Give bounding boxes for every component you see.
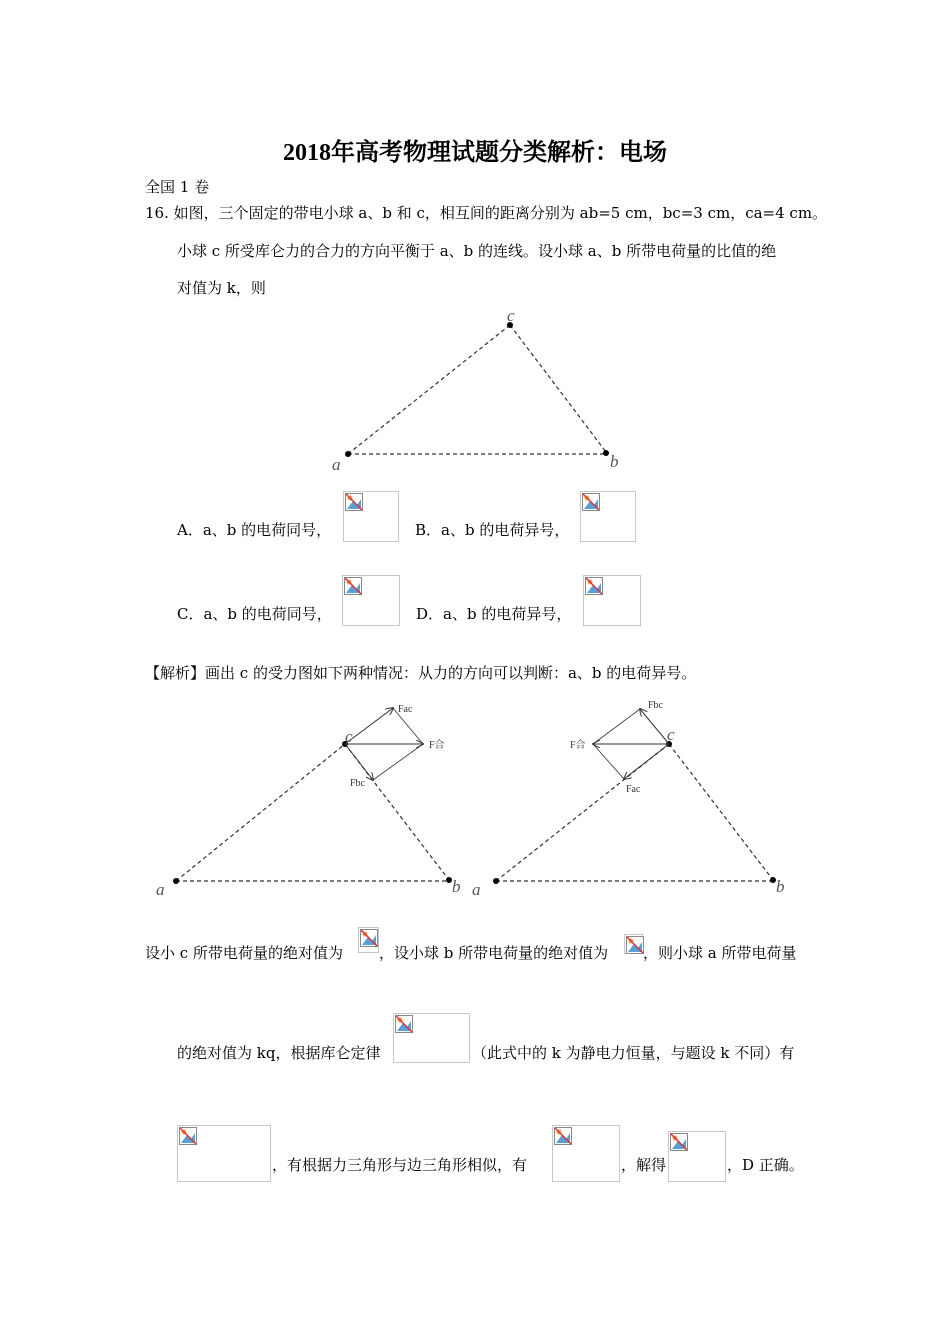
broken-image-icon bbox=[585, 577, 603, 595]
broken-image-icon bbox=[360, 929, 378, 947]
force-diagrams bbox=[140, 690, 820, 905]
question-line-3: 对值为 k，则 bbox=[177, 279, 266, 297]
option-b-formula-image bbox=[580, 491, 636, 542]
option-d-formula-image bbox=[583, 575, 641, 626]
svg-text:a: a bbox=[156, 880, 165, 899]
svg-text:F合: F合 bbox=[570, 740, 586, 751]
question-line-2: 小球 c 所受库仑力的合力的方向平衡于 a、b 的连线。设小球 a、b 所带电荷量的比值的绝 bbox=[177, 242, 777, 260]
body-p2-a: 的绝对值为 kq，根据库仑定律 bbox=[177, 1044, 381, 1062]
triangle-figure bbox=[320, 300, 640, 480]
broken-image-icon bbox=[345, 493, 363, 511]
q-formula-image bbox=[358, 927, 379, 953]
svg-text:b: b bbox=[776, 877, 785, 896]
similarity-formula-image bbox=[552, 1125, 620, 1182]
force-formula-image bbox=[177, 1125, 271, 1182]
page-title: 2018年高考物理试题分类解析：电场 bbox=[283, 140, 667, 166]
broken-image-icon bbox=[582, 493, 600, 511]
body-p2-b: （此式中的 k 为静电力恒量，与题设 k 不同）有 bbox=[472, 1044, 795, 1062]
left-force-diagram bbox=[156, 704, 461, 899]
body-p3-a: ，有根据力三角形与边三角形相似，有 bbox=[272, 1156, 528, 1174]
svg-text:c: c bbox=[345, 727, 353, 746]
svg-text:Fac: Fac bbox=[398, 704, 413, 715]
broken-image-icon bbox=[395, 1015, 413, 1033]
label-b: b bbox=[610, 452, 619, 471]
broken-image-icon bbox=[626, 936, 644, 954]
section-label: 全国 1 卷 bbox=[145, 178, 210, 196]
label-a: a bbox=[332, 455, 341, 474]
right-force-diagram bbox=[472, 700, 785, 899]
body-p1-c: ，则小球 a 所带电荷量 bbox=[643, 944, 797, 962]
question-line-1: 16. 如图，三个固定的带电小球 a、b 和 c，相互间的距离分别为 ab=5 cm，bc=3 cm，ca=4 cm。 bbox=[145, 204, 828, 222]
point-a bbox=[345, 451, 351, 457]
svg-text:c: c bbox=[667, 725, 675, 744]
svg-text:Fac: Fac bbox=[626, 784, 641, 795]
body-p1-b: ，设小球 b 所带电荷量的绝对值为 bbox=[379, 944, 609, 962]
svg-text:F合: F合 bbox=[429, 740, 445, 751]
option-b: B．a、b 的电荷异号， bbox=[415, 521, 570, 539]
option-a: A．a、b 的电荷同号， bbox=[177, 521, 332, 539]
svg-text:a: a bbox=[472, 880, 481, 899]
label-c: c bbox=[507, 306, 515, 325]
broken-image-icon bbox=[344, 577, 362, 595]
option-c-formula-image bbox=[342, 575, 400, 626]
svg-text:Fbc: Fbc bbox=[648, 700, 663, 711]
point-b bbox=[603, 450, 609, 456]
result-formula-image bbox=[668, 1131, 726, 1182]
broken-image-icon bbox=[554, 1127, 572, 1145]
option-d: D．a、b 的电荷异号， bbox=[416, 605, 572, 623]
option-c: C．a、b 的电荷同号， bbox=[177, 605, 332, 623]
body-p3-b: ，解得 bbox=[621, 1156, 667, 1174]
broken-image-icon bbox=[670, 1133, 688, 1151]
option-a-formula-image bbox=[343, 491, 399, 542]
body-p3-c: ，D 正确。 bbox=[727, 1156, 804, 1174]
broken-image-icon bbox=[179, 1127, 197, 1145]
svg-text:b: b bbox=[452, 877, 461, 896]
analysis-text: 【解析】画出 c 的受力图如下两种情况：从力的方向可以判断：a、b 的电荷异号。 bbox=[145, 664, 697, 682]
qb-formula-image bbox=[624, 934, 643, 954]
svg-text:Fbc: Fbc bbox=[350, 778, 365, 789]
coulomb-formula-image bbox=[393, 1013, 470, 1063]
body-p1-a: 设小 c 所带电荷量的绝对值为 bbox=[145, 944, 343, 962]
